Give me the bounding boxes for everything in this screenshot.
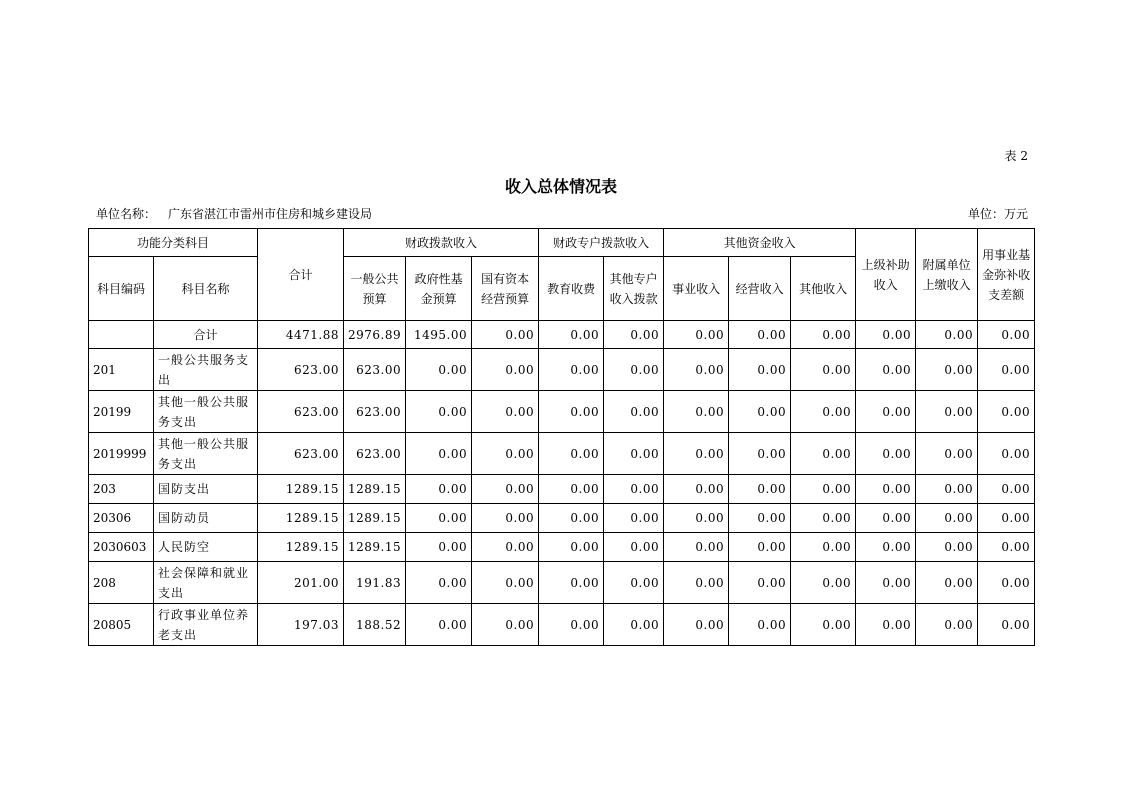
cell-value: 0.00 bbox=[664, 533, 729, 562]
cell-value: 0.00 bbox=[406, 433, 472, 475]
cell-value: 0.00 bbox=[791, 475, 856, 504]
cell-name: 国防支出 bbox=[154, 475, 258, 504]
cell-value: 0.00 bbox=[604, 391, 664, 433]
header-fiscal: 财政拨款收入 bbox=[344, 229, 539, 257]
cell-value: 0.00 bbox=[539, 562, 604, 604]
cell-value: 0.00 bbox=[916, 604, 978, 646]
table-row bbox=[89, 504, 1035, 533]
cell-value: 0.00 bbox=[664, 604, 729, 646]
cell-code: 203 bbox=[89, 475, 154, 504]
cell-value: 0.00 bbox=[539, 321, 604, 349]
cell-value: 0.00 bbox=[664, 562, 729, 604]
cell-value: 0.00 bbox=[729, 533, 791, 562]
cell-value: 0.00 bbox=[472, 504, 539, 533]
cell-value: 0.00 bbox=[472, 391, 539, 433]
cell-name: 其他一般公共服务支出 bbox=[154, 433, 258, 475]
unit-name-label: 单位名称： bbox=[96, 207, 157, 221]
table-row bbox=[89, 349, 1035, 391]
cell-value: 0.00 bbox=[472, 321, 539, 349]
unit-name-line bbox=[96, 205, 372, 222]
cell-value: 0.00 bbox=[664, 475, 729, 504]
table-row bbox=[89, 604, 1035, 646]
cell-value: 2976.89 bbox=[344, 321, 406, 349]
header-reserve-fund: 用事业基金弥补收支差额 bbox=[978, 229, 1035, 321]
cell-value: 1289.15 bbox=[258, 533, 344, 562]
header-other-funds: 其他资金收入 bbox=[664, 229, 856, 257]
cell-value: 0.00 bbox=[978, 562, 1035, 604]
cell-value: 188.52 bbox=[344, 604, 406, 646]
cell-value: 0.00 bbox=[472, 475, 539, 504]
cell-value: 0.00 bbox=[791, 349, 856, 391]
cell-value: 197.03 bbox=[258, 604, 344, 646]
cell-value: 0.00 bbox=[791, 604, 856, 646]
header-special-fiscal: 财政专户拨款收入 bbox=[539, 229, 664, 257]
cell-value: 0.00 bbox=[664, 433, 729, 475]
header-business-income: 事业收入 bbox=[664, 257, 729, 321]
table-row bbox=[89, 475, 1035, 504]
cell-value: 0.00 bbox=[916, 321, 978, 349]
cell-value: 0.00 bbox=[856, 533, 916, 562]
table-row bbox=[89, 562, 1035, 604]
cell-code: 208 bbox=[89, 562, 154, 604]
header-superior-subsidy: 上级补助收入 bbox=[856, 229, 916, 321]
cell-value: 0.00 bbox=[539, 504, 604, 533]
currency-unit: 单位：万元 bbox=[967, 207, 1028, 221]
cell-value: 201.00 bbox=[258, 562, 344, 604]
cell-value: 0.00 bbox=[978, 391, 1035, 433]
cell-value: 0.00 bbox=[916, 533, 978, 562]
header-state-capital: 国有资本经营预算 bbox=[472, 257, 539, 321]
cell-value: 0.00 bbox=[791, 562, 856, 604]
header-edu-fee: 教育收费 bbox=[539, 257, 604, 321]
cell-name: 行政事业单位养老支出 bbox=[154, 604, 258, 646]
cell-value: 0.00 bbox=[604, 562, 664, 604]
cell-value: 0.00 bbox=[664, 391, 729, 433]
cell-value: 0.00 bbox=[729, 504, 791, 533]
cell-value: 0.00 bbox=[856, 604, 916, 646]
cell-value: 0.00 bbox=[539, 475, 604, 504]
cell-value: 623.00 bbox=[344, 349, 406, 391]
cell-value: 0.00 bbox=[978, 504, 1035, 533]
cell-value: 0.00 bbox=[916, 504, 978, 533]
cell-value: 1289.15 bbox=[344, 475, 406, 504]
cell-value: 0.00 bbox=[729, 433, 791, 475]
header-func-category: 功能分类科目 bbox=[89, 229, 258, 257]
cell-value: 0.00 bbox=[406, 475, 472, 504]
cell-value: 623.00 bbox=[258, 391, 344, 433]
cell-code: 201 bbox=[89, 349, 154, 391]
cell-name: 人民防空 bbox=[154, 533, 258, 562]
cell-value: 0.00 bbox=[472, 349, 539, 391]
cell-value: 0.00 bbox=[539, 533, 604, 562]
cell-name: 合计 bbox=[154, 321, 258, 349]
table-row bbox=[89, 433, 1035, 475]
cell-value: 0.00 bbox=[604, 321, 664, 349]
cell-value: 1289.15 bbox=[258, 504, 344, 533]
cell-value: 0.00 bbox=[791, 321, 856, 349]
cell-value: 0.00 bbox=[856, 349, 916, 391]
cell-value: 1289.15 bbox=[258, 475, 344, 504]
cell-value: 0.00 bbox=[729, 562, 791, 604]
header-general-budget: 一般公共预算 bbox=[344, 257, 406, 321]
cell-value: 0.00 bbox=[856, 475, 916, 504]
cell-value: 0.00 bbox=[472, 604, 539, 646]
cell-value: 0.00 bbox=[406, 604, 472, 646]
cell-value: 0.00 bbox=[729, 604, 791, 646]
cell-value: 623.00 bbox=[344, 433, 406, 475]
cell-value: 0.00 bbox=[916, 433, 978, 475]
cell-value: 0.00 bbox=[856, 433, 916, 475]
header-row-1 bbox=[89, 229, 1035, 257]
cell-value: 0.00 bbox=[539, 604, 604, 646]
table-row bbox=[89, 321, 1035, 349]
cell-value: 0.00 bbox=[664, 349, 729, 391]
cell-value: 0.00 bbox=[791, 433, 856, 475]
cell-value: 0.00 bbox=[406, 504, 472, 533]
table-body bbox=[89, 321, 1035, 646]
cell-value: 0.00 bbox=[791, 533, 856, 562]
cell-value: 623.00 bbox=[258, 349, 344, 391]
cell-value: 0.00 bbox=[664, 321, 729, 349]
cell-code: 20306 bbox=[89, 504, 154, 533]
cell-name: 社会保障和就业支出 bbox=[154, 562, 258, 604]
cell-value: 0.00 bbox=[729, 321, 791, 349]
cell-value: 0.00 bbox=[916, 349, 978, 391]
cell-value: 0.00 bbox=[729, 349, 791, 391]
cell-value: 191.83 bbox=[344, 562, 406, 604]
table-number: 表 2 bbox=[1004, 149, 1028, 163]
cell-code: 2019999 bbox=[89, 433, 154, 475]
cell-value: 0.00 bbox=[406, 533, 472, 562]
cell-name: 其他一般公共服务支出 bbox=[154, 391, 258, 433]
cell-value: 0.00 bbox=[539, 433, 604, 475]
cell-value: 0.00 bbox=[604, 533, 664, 562]
cell-value: 0.00 bbox=[916, 391, 978, 433]
cell-value: 0.00 bbox=[539, 391, 604, 433]
cell-name: 国防动员 bbox=[154, 504, 258, 533]
cell-value: 0.00 bbox=[978, 533, 1035, 562]
cell-value: 0.00 bbox=[791, 391, 856, 433]
header-gov-fund: 政府性基金预算 bbox=[406, 257, 472, 321]
cell-value: 0.00 bbox=[978, 604, 1035, 646]
page-title: 收入总体情况表 bbox=[504, 177, 617, 196]
cell-value: 0.00 bbox=[729, 475, 791, 504]
cell-value: 1495.00 bbox=[406, 321, 472, 349]
table-row bbox=[89, 391, 1035, 433]
cell-value: 0.00 bbox=[472, 433, 539, 475]
cell-value: 623.00 bbox=[344, 391, 406, 433]
header-name: 科目名称 bbox=[154, 257, 258, 321]
table-row bbox=[89, 533, 1035, 562]
cell-value: 0.00 bbox=[539, 349, 604, 391]
cell-value: 0.00 bbox=[604, 604, 664, 646]
cell-value: 0.00 bbox=[856, 391, 916, 433]
cell-value: 0.00 bbox=[604, 433, 664, 475]
cell-value: 4471.88 bbox=[258, 321, 344, 349]
cell-value: 0.00 bbox=[791, 504, 856, 533]
cell-value: 0.00 bbox=[978, 433, 1035, 475]
cell-value: 623.00 bbox=[258, 433, 344, 475]
organization-name: 广东省湛江市雷州市住房和城乡建设局 bbox=[168, 207, 373, 221]
cell-value: 0.00 bbox=[856, 504, 916, 533]
cell-value: 0.00 bbox=[406, 349, 472, 391]
cell-value: 0.00 bbox=[604, 504, 664, 533]
cell-value: 0.00 bbox=[472, 562, 539, 604]
cell-name: 一般公共服务支出 bbox=[154, 349, 258, 391]
cell-value: 0.00 bbox=[406, 391, 472, 433]
cell-value: 0.00 bbox=[978, 321, 1035, 349]
cell-value: 0.00 bbox=[729, 391, 791, 433]
header-operating-income: 经营收入 bbox=[729, 257, 791, 321]
cell-value: 1289.15 bbox=[344, 533, 406, 562]
cell-value: 0.00 bbox=[664, 504, 729, 533]
cell-value: 0.00 bbox=[604, 475, 664, 504]
cell-value: 0.00 bbox=[978, 475, 1035, 504]
cell-value: 0.00 bbox=[856, 562, 916, 604]
cell-code: 20199 bbox=[89, 391, 154, 433]
cell-code: 2030603 bbox=[89, 533, 154, 562]
cell-value: 0.00 bbox=[978, 349, 1035, 391]
cell-value: 0.00 bbox=[916, 475, 978, 504]
header-code: 科目编码 bbox=[89, 257, 154, 321]
cell-value: 0.00 bbox=[604, 349, 664, 391]
cell-value: 0.00 bbox=[916, 562, 978, 604]
cell-value: 0.00 bbox=[406, 562, 472, 604]
header-other-special: 其他专户收入拨款 bbox=[604, 257, 664, 321]
income-summary-table bbox=[88, 228, 1035, 646]
cell-value: 0.00 bbox=[856, 321, 916, 349]
cell-code bbox=[89, 321, 154, 349]
cell-value: 1289.15 bbox=[344, 504, 406, 533]
cell-value: 0.00 bbox=[472, 533, 539, 562]
header-other-income: 其他收入 bbox=[791, 257, 856, 321]
header-total: 合计 bbox=[258, 229, 344, 321]
header-affiliated-units: 附属单位上缴收入 bbox=[916, 229, 978, 321]
cell-code: 20805 bbox=[89, 604, 154, 646]
